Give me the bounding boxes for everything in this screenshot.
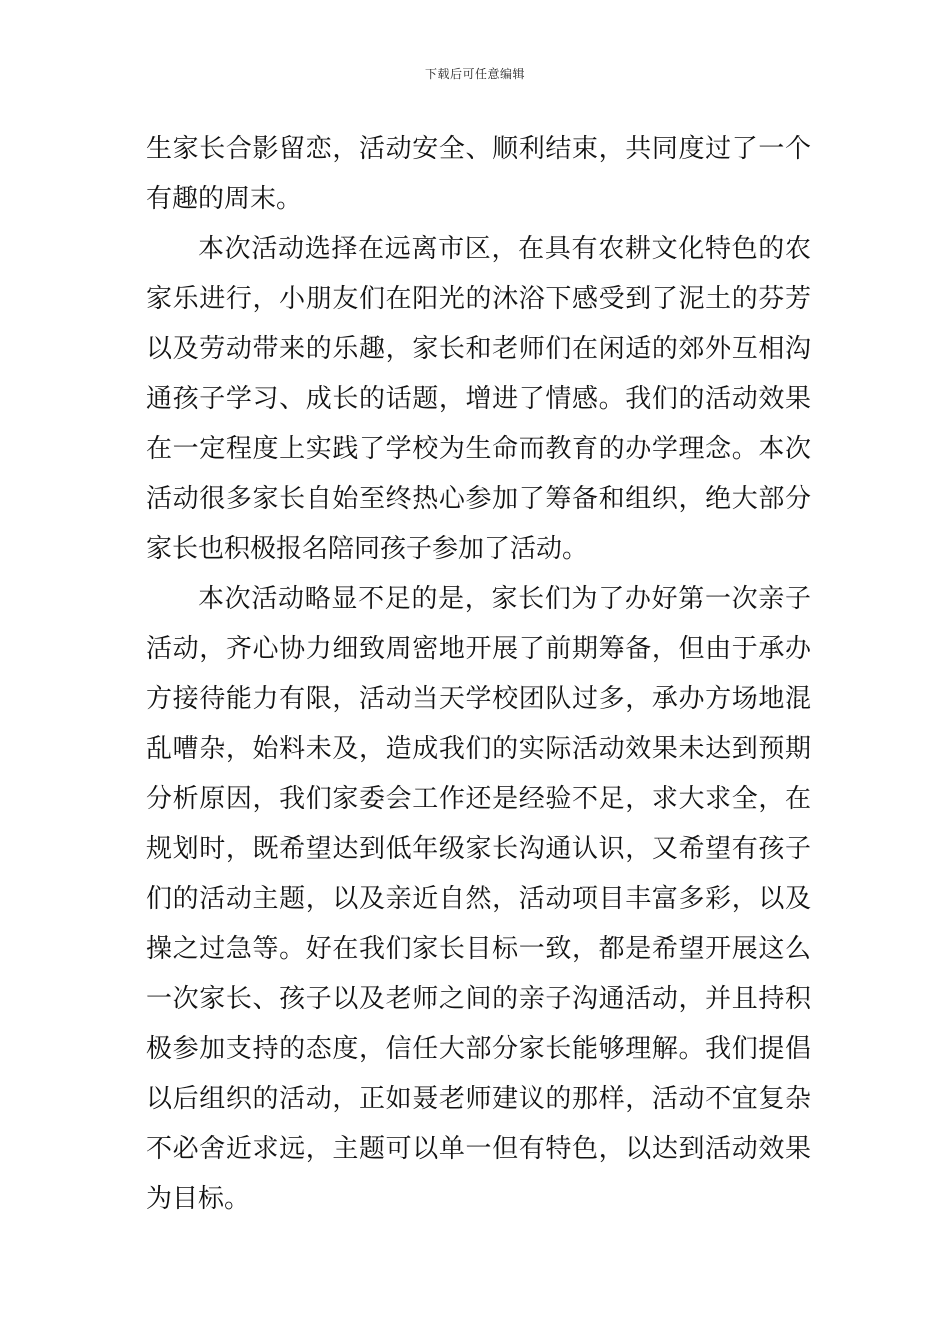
- text-line: 活动，齐心协力细致周密地开展了前期筹备，但由于承办: [146, 634, 811, 664]
- paragraph-start-line: 本次活动选择在远离市区，在具有农耕文化特色的农: [198, 234, 811, 264]
- text-line: 操之过急等。好在我们家长目标一致，都是希望开展这么: [146, 934, 811, 964]
- text-line: 分析原因，我们家委会工作还是经验不足，求大求全，在: [146, 784, 811, 814]
- text-line: 方接待能力有限，活动当天学校团队过多，承办方场地混: [146, 684, 811, 714]
- text-line: 乱嘈杂，始料未及，造成我们的实际活动效果未达到预期: [146, 734, 811, 764]
- text-line: 通孩子学习、成长的话题，增进了情感。我们的活动效果: [146, 384, 811, 414]
- text-line: 为目标。: [146, 1184, 251, 1214]
- text-line: 规划时，既希望达到低年级家长沟通认识，又希望有孩子: [146, 834, 811, 864]
- text-line: 以后组织的活动，正如聂老师建议的那样，活动不宜复杂: [146, 1084, 811, 1114]
- text-line: 不必舍近求远，主题可以单一但有特色，以达到活动效果: [146, 1134, 811, 1164]
- text-line: 家乐进行，小朋友们在阳光的沐浴下感受到了泥土的芬芳: [146, 284, 811, 314]
- text-line: 家长也积极报名陪同孩子参加了活动。: [146, 534, 589, 564]
- page-header: 下载后可任意编辑: [424, 67, 525, 81]
- text-line: 一次家长、孩子以及老师之间的亲子沟通活动，并且持积: [146, 984, 811, 1014]
- text-line: 以及劳动带来的乐趣，家长和老师们在闲适的郊外互相沟: [146, 334, 811, 364]
- document-body: [146, 124, 811, 1224]
- text-line: 极参加支持的态度，信任大部分家长能够理解。我们提倡: [146, 1034, 811, 1064]
- text-line: 在一定程度上实践了学校为生命而教育的办学理念。本次: [146, 434, 811, 464]
- text-line: 有趣的周末。: [146, 184, 303, 214]
- text-line: 们的活动主题，以及亲近自然，活动项目丰富多彩，以及: [146, 884, 811, 914]
- text-line: 活动很多家长自始至终热心参加了筹备和组织，绝大部分: [146, 484, 811, 514]
- text-line: 生家长合影留恋，活动安全、顺利结束，共同度过了一个: [146, 134, 811, 164]
- paragraph-start-line: 本次活动略显不足的是，家长们为了办好第一次亲子: [198, 584, 811, 614]
